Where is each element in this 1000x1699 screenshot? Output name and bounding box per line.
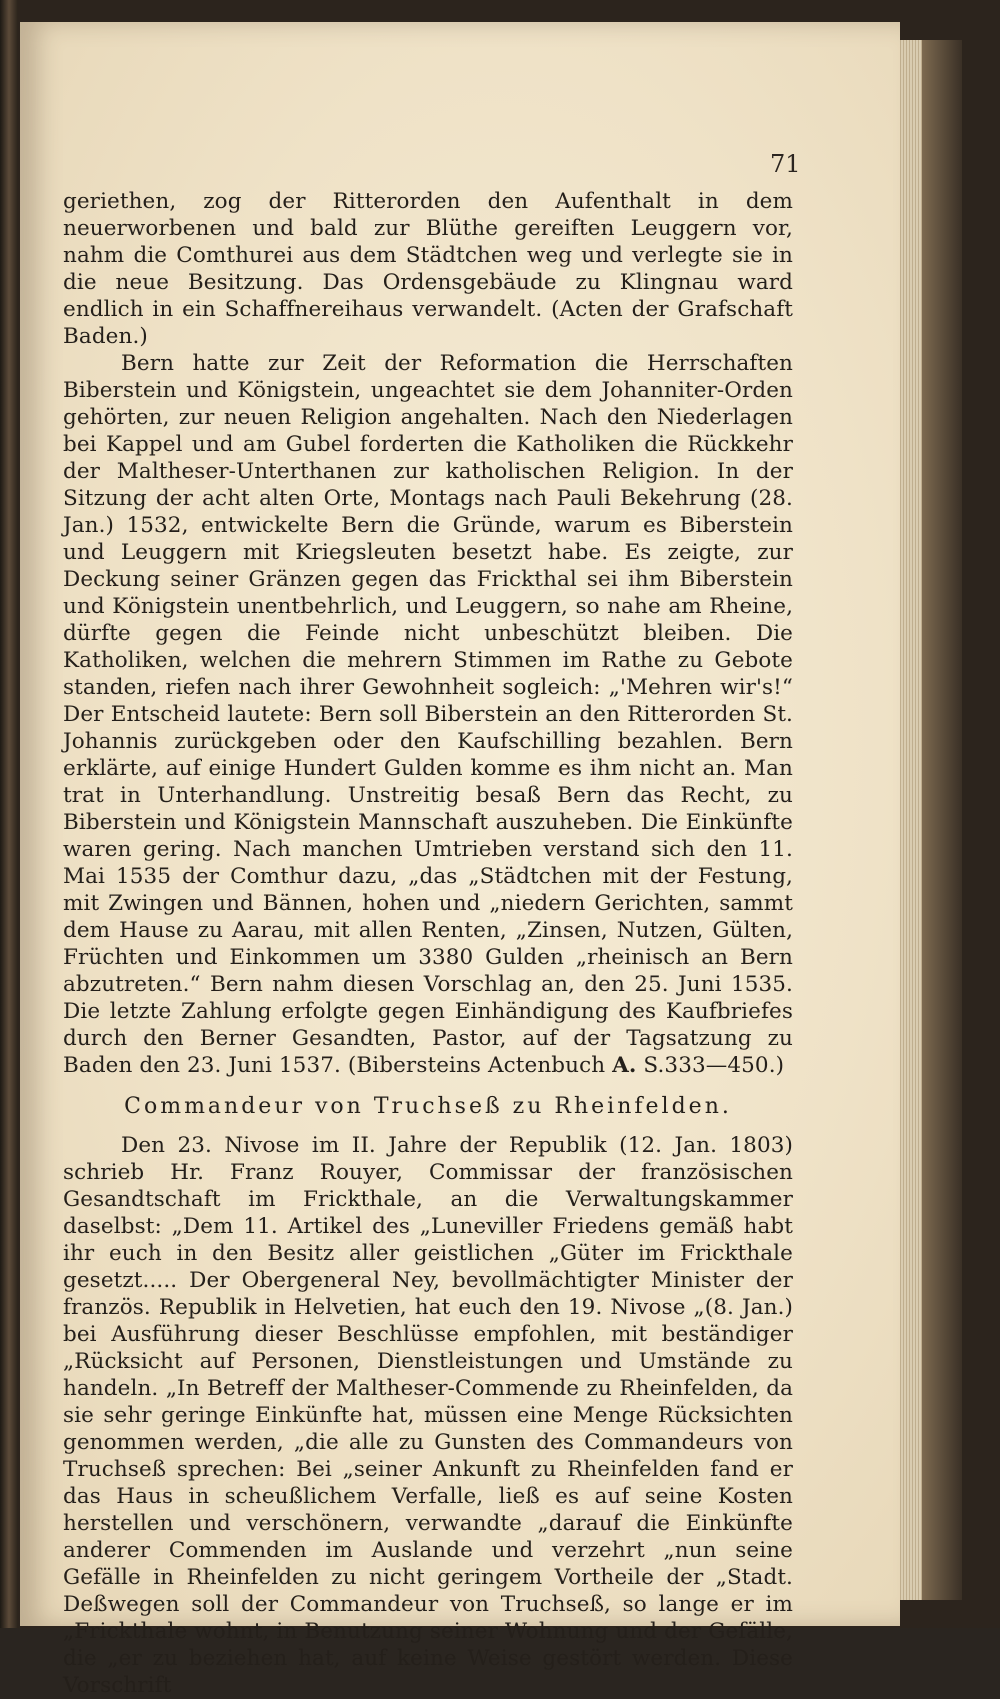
paragraph-1: geriethen, zog der Ritterorden den Aufenthalt in dem neuerworbenen und bald zur Blüthe gereiften Leuggern vor, nahm die Comthurei aus dem Städtchen weg und verlegte sie in die neue Besitzung. Das Ordensgebäude zu Klingnau ward endlich in ein Schaffnereihaus verwandelt. (Acten der Grafschaft Baden.) [63,189,793,349]
page-number: 71 [770,150,801,178]
section-heading: Commandeur von Truchseß zu Rheinfelden. [124,1094,732,1119]
paragraph-3: Den 23. Nivose im II. Jahre der Republik (12. Jan. 1803) schrieb Hr. Franz Rouyer, Commissar der französischen Gesandtschaft im Frickthale, an die Verwaltungskammer daselbst: „Dem 11. Artikel des „Luneviller Friedens gemäß habt ihr euch in den Besitz aller geistlichen „Güter im Frickthale gesetzt..... Der Obergeneral Ney, bevollmächtigter Minister der französ. Republik in Helvetien, hat euch den 19. Nivose „(8. Jan.) bei Ausführung dieser Beschlüsse empfohlen, mit beständiger „Rücksicht auf Personen, Dienstleistungen und Umstände zu handeln. „In Betreff der Maltheser-Commende zu Rheinfelden, da sie sehr geringe Einkünfte hat, müssen eine Menge Rücksichten genommen werden, „die alle zu Gunsten des Commandeurs von Truchseß sprechen: Bei „seiner Ankunft zu Rheinfelden fand er das Haus in scheußlichem Verfalle, ließ es auf seine Kosten herstellen und verschönern, verwandte „darauf die Einkünfte anderer Commenden im Auslande und verzehrt „nun seine Gefälle in Rheinfelden zu nicht geringem Vortheile der „Stadt. Deßwegen soll der Commandeur von Truchseß, so lange er im „Frickthale wohnt, in Benutzung seiner Wohnung und der Gefälle, die „er zu beziehen hat, auf keine Weise gestört werden. Diese Vorschrift [63,1133,793,1698]
book-cover-edge [922,40,962,1600]
paragraph-2-text: Bern hatte zur Zeit der Reformation die Herrschaften Biberstein und Königstein, ungeachtet sie dem Johanniter-Orden gehörten, zur neuen Religion angehalten. Nach den Niederlagen bei Kappel und am Gubel forderten die Katholiken die Rückkehr der Maltheser-Unterthanen zur katholischen Religion. In der Sitzung der acht alten Orte, Montags nach Pauli Bekehrung (28. Jan.) 1532, entwickelte Bern die Gründe, warum es Biberstein und Leuggern mit Kriegsleuten besetzt habe. Es zeigte, zur Deckung seiner Gränzen gegen das Frickthal sei ihm Biberstein und Königstein unentbehrlich, und Leuggern, so nahe am Rheine, dürfte gegen die Feinde nicht unbeschützt bleiben. Die Katholiken, welchen die mehrern Stimmen im Rathe zu Gebote standen, riefen nach ihrer Gewohnheit sogleich: „'Mehren wir's!“ Der Entscheid lautete: Bern soll Biberstein an den Ritterorden St. Johannis zurückgeben oder den Kaufschilling bezahlen. Bern erklärte, auf einige Hundert Gulden komme es ihm nicht an. Man trat in Unterhandlung. Unstreitig besaß Bern das Recht, zu Biberstein und Königstein Mannschaft auszuheben. Die Einkünfte waren gering. Nach manchen Umtrieben verstand sich den 11. Mai 1535 der Comthur dazu, „das „Städtchen mit der Festung, mit Zwingen und Bännen, hohen und „niedern Gerichten, sammt dem Hause zu Aarau, mit allen Renten, „Zinsen, Nutzen, Gülten, Früchten und Einkommen um 3380 Gulden „rheinisch an Bern abzutreten.“ Bern nahm diesen Vorschlag an, den 25. Juni 1535. Die letzte Zahlung erfolgte gegen Einhändigung des Kaufbriefes durch den Berner Gesandten, Pastor, auf der Tagsatzung zu Baden den 23. Juni 1537. (Bibersteins Actenbuch [63,351,793,1078]
page-body [63,188,793,1699]
actenbuch-pages: S.333—450.) [636,1053,785,1078]
paragraph-2 [63,350,793,1079]
actenbuch-letter: A. [612,1053,637,1078]
book-spine [0,0,18,1628]
